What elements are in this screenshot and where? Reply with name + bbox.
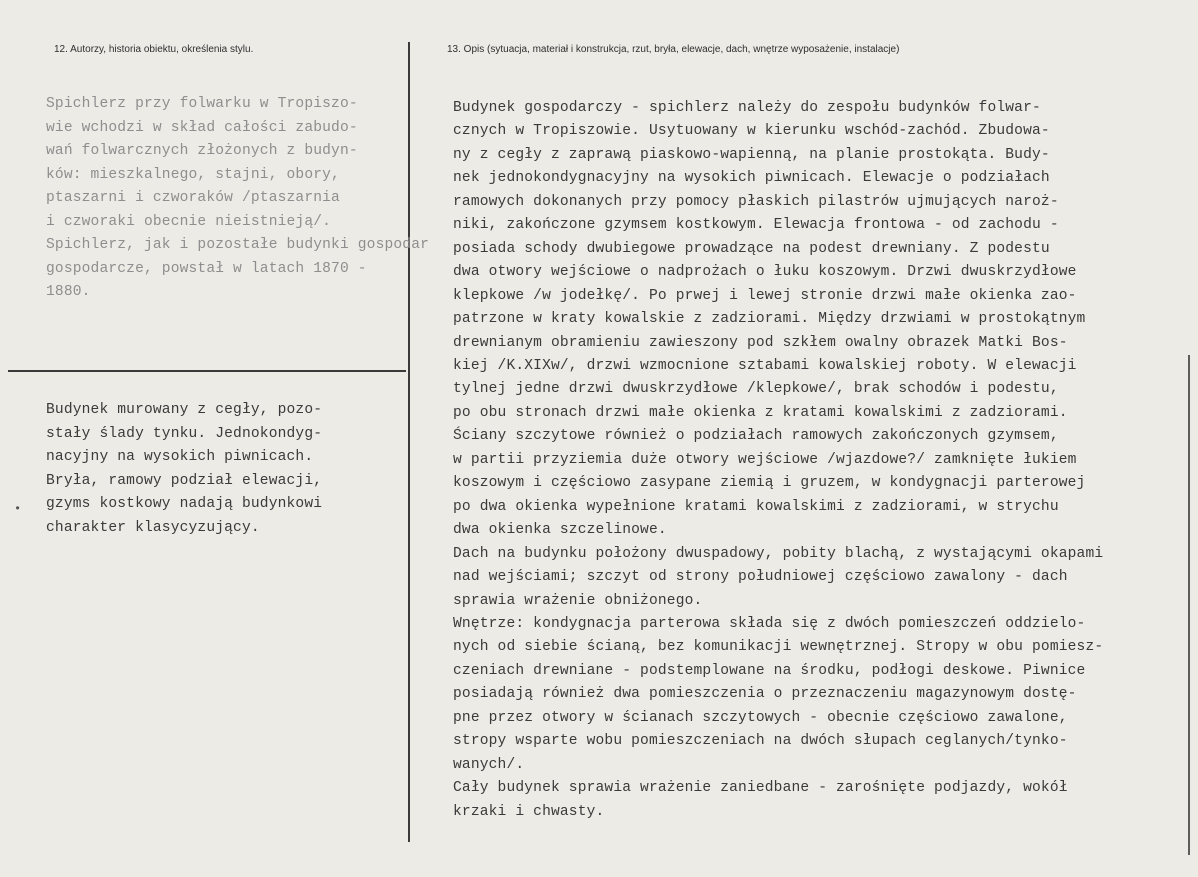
style-line: gzyms kostkowy nadają budynkowi	[46, 496, 323, 512]
description-line: nych od siebie ścianą, bez komunikacji wewnętrznej. Stropy w obu pomiesz-	[453, 639, 1104, 656]
description-line: dwa okienka szczelinowe.	[453, 522, 667, 539]
style-line: charakter klasycyzujący.	[46, 519, 260, 536]
style-line: nacyjny na wysokich piwnicach.	[46, 449, 314, 465]
history-line: 1880.	[46, 284, 91, 300]
description-line: po obu stronach drzwi małe okienka z kratami kowalskimi z zadziorami.	[453, 404, 1068, 421]
description-line: Budynek gospodarczy - spichlerz należy do zespołu budynków folwar-	[453, 100, 1041, 116]
description-line: wanych/.	[453, 756, 525, 773]
history-text-block	[46, 93, 429, 305]
description-line: tylnej jedne drzwi dwuskrzydłowe /klepkowe/, brak schodów i podestu,	[453, 381, 1059, 398]
description-line: Dach na budynku położony dwuspadowy, pobity blachą, z wystającymi okapami	[453, 545, 1104, 562]
description-line: ny z cegły z zaprawą piaskowo-wapienną, na planie prostokąta. Budy-	[453, 146, 1050, 163]
description-line: niki, zakończone gzymsem kostkowym. Elewacja frontowa - od zachodu -	[453, 217, 1059, 234]
history-line: ptaszarni i czworaków /ptaszarnia	[46, 190, 340, 206]
history-line: Spichlerz, jak i pozostałe budynki gospodar	[46, 237, 430, 253]
style-text-block	[46, 399, 322, 540]
description-line: ramowych dokonanych przy pomocy płaskich pilastrów ujmujących naroż-	[453, 193, 1059, 210]
description-line: kiej /K.XIXw/, drzwi wzmocnione sztabami kowalskiej roboty. W elewacji	[453, 357, 1077, 374]
description-line: czeniach drewniane - podstemplowane na środku, podłogi deskowe. Piwnice	[453, 662, 1086, 679]
history-line: wań folwarcznych złożonych z budyn-	[46, 143, 358, 159]
description-line: krzaki i chwasty.	[453, 803, 605, 820]
style-line: stały ślady tynku. Jednokondyg-	[46, 425, 323, 442]
description-line: posiada schody dwubiegowe prowadzące na podest drewniany. Z podestu	[453, 240, 1050, 257]
description-line: nad wejściami; szczyt od strony południowej częściowo zawalony - dach	[453, 569, 1068, 586]
style-line: Budynek murowany z cegły, pozo-	[46, 402, 323, 418]
history-line: i czworaki obecnie nieistnieją/.	[46, 213, 332, 230]
description-line: pne przez otwory w ścianach szczytowych - obecnie częściowo zawalone,	[453, 709, 1068, 726]
description-line: patrzone w kraty kowalskie z zadziorami. Między drzwiami w prostokątnym	[453, 311, 1086, 328]
page-edge-line	[1188, 355, 1190, 855]
history-line: wie wchodzi w skład całości zabudo-	[46, 119, 358, 136]
description-line: Ściany szczytowe również o podziałach ramowych zakończonych gzymsem,	[453, 428, 1059, 445]
description-line: sprawia wrażenie obniżonego.	[453, 592, 703, 609]
style-line: Bryła, ramowy podział elewacji,	[46, 472, 323, 489]
description-text-block	[453, 97, 1103, 824]
ink-dot: •	[14, 502, 22, 516]
history-line: gospodarcze, powstał w latach 1870 -	[46, 260, 367, 277]
section-13-header: 13. Opis (sytuacja, materiał i konstrukcja, rzut, bryła, elewacje, dach, wnętrze wyposażenie, instalacje)	[447, 44, 900, 55]
description-line: posiadają również dwa pomieszczenia o przeznaczeniu magazynowym dostę-	[453, 686, 1077, 703]
description-line: klepkowe /w jodełkę/. Po prwej i lewej stronie drzwi małe okienka zao-	[453, 287, 1077, 304]
description-line: nek jednokondygnacyjny na wysokich piwnicach. Elewacje o podziałach	[453, 170, 1050, 187]
description-line: cznych w Tropiszowie. Usytuowany w kierunku wschód-zachód. Zbudowa-	[453, 123, 1050, 140]
history-line: ków: mieszkalnego, stajni, obory,	[46, 166, 340, 183]
description-line: po dwa okienka wypełnione kratami kowalskimi z zadziorami, w strychu	[453, 498, 1059, 515]
description-line: Cały budynek sprawia wrażenie zaniedbane - zarośnięte podjazdy, wokół	[453, 780, 1068, 797]
description-line: Wnętrze: kondygnacja parterowa składa się z dwóch pomieszczeń oddzielo-	[453, 615, 1086, 632]
row-divider	[8, 370, 406, 372]
description-line: stropy wsparte wobu pomieszczeniach na dwóch słupach ceglanych/tynko-	[453, 733, 1068, 750]
description-line: dwa otwory wejściowe o nadprożach o łuku koszowym. Drzwi dwuskrzydłowe	[453, 264, 1077, 281]
history-line: Spichlerz przy folwarku w Tropiszo-	[46, 96, 358, 112]
description-line: koszowym i częściowo zasypane ziemią i gruzem, w kondygnacji parterowej	[453, 475, 1086, 492]
section-12-header: 12. Autorzy, historia obiektu, określenia stylu.	[54, 44, 254, 55]
description-line: drewnianym obramieniu zawieszony pod szkłem owalny obrazek Matki Bos-	[453, 334, 1068, 351]
description-line: w partii przyziemia duże otwory wejściowe /wjazdowe?/ zamknięte łukiem	[453, 451, 1077, 468]
